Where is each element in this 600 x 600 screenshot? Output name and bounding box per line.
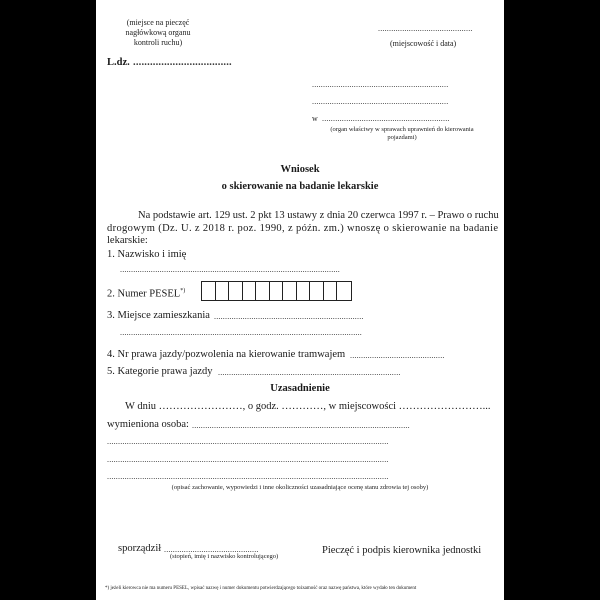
pesel-digit-cell[interactable]: [324, 282, 338, 300]
place-date-caption: (miejscowość i data): [390, 39, 457, 48]
license-label: 4. Nr prawa jazdy/pozwolenia na kierowanie tramwajem: [107, 349, 346, 360]
authority-caption-line-1: (organ właściwy w sprawach uprawnień do kierowania: [330, 126, 474, 133]
pesel-digit-cell[interactable]: [202, 282, 216, 300]
justification-heading: Uzasadnienie: [270, 383, 330, 394]
pesel-digit-cell[interactable]: [216, 282, 230, 300]
document-subtitle: o skierowanie na badanie lekarskie: [221, 181, 379, 192]
authority-address-line-2: ..............................................................: [312, 97, 449, 106]
pesel-digit-cell[interactable]: [243, 282, 257, 300]
authority-caption: [312, 126, 492, 142]
pesel-footnote-mark: *): [180, 288, 186, 294]
intro-line-2: drogowym (Dz. U. z 2018 r. poz. 1990, z późn. zm.) wnoszę o skierowanie na badanie: [107, 223, 499, 234]
stamp-placeholder: [104, 18, 212, 48]
authority-w-prefix: w: [312, 114, 318, 123]
pesel-input-grid[interactable]: [201, 281, 352, 301]
license-field[interactable]: ...........................................: [350, 351, 445, 360]
intro-line-3: lekarskie:: [107, 235, 148, 246]
stamp-line-2: nagłówkową organu: [125, 28, 191, 37]
pesel-digit-cell[interactable]: [256, 282, 270, 300]
pesel-digit-cell[interactable]: [270, 282, 284, 300]
document-page: [96, 0, 504, 600]
stamp-line-3: kontroli ruchu): [133, 38, 183, 47]
pesel-footnote: *) jeżeli kierowca nie ma numeru PESEL, wpisać nazwę i numer dokumentu potwierdzającego tożsamość oraz nazwę państwa, które wydało ten dokument: [105, 586, 417, 591]
prepared-by-caption: (stopień, imię i nazwisko kontrolującego): [170, 553, 279, 560]
name-field[interactable]: ....................................................................................................: [120, 265, 340, 274]
pesel-label-text: 2. Numer PESEL: [107, 288, 181, 300]
authority-address-line-1: ..............................................................: [312, 80, 449, 89]
pesel-digit-cell[interactable]: [229, 282, 243, 300]
description-caption: (opisać zachowanie, wypowiedzi i inne okoliczności uzasadniające ocenę stanu zdrowia tej osoby): [171, 484, 429, 491]
category-label: 5. Kategorie prawa jazdy: [107, 366, 213, 377]
address-field-1[interactable]: ....................................................................: [214, 312, 364, 321]
ldz-label: L.dz.: [107, 57, 130, 68]
category-field[interactable]: ...................................................................................: [218, 368, 401, 377]
address-field-2[interactable]: ..............................................................................................................: [120, 328, 362, 337]
address-label: 3. Miejsce zamieszkania: [107, 310, 210, 321]
justification-line-1: W dniu ……………………, o godz. …………, w miejscowości ……………………...: [125, 401, 491, 412]
authority-address-line-3: ..........................................................: [322, 114, 450, 123]
place-date-dots: ...........................................: [378, 24, 473, 33]
description-field-3[interactable]: ................................................................................................................................: [107, 472, 389, 481]
intro-line-1: Na podstawie art. 129 ust. 2 pkt 13 ustawy z dnia 20 czerwca 1997 r. – Prawo o ruchu: [138, 210, 499, 221]
person-field[interactable]: ...................................................................................................: [192, 421, 410, 430]
pesel-digit-cell[interactable]: [297, 282, 311, 300]
pesel-digit-cell[interactable]: [337, 282, 351, 300]
person-label: wymieniona osoba:: [107, 419, 189, 430]
ldz-dots: ...................................: [133, 57, 232, 68]
unit-head-stamp-label: Pieczęć i podpis kierownika jednostki: [322, 545, 482, 556]
document-title: Wniosek: [280, 164, 320, 175]
pesel-label: [107, 285, 185, 301]
stamp-line-1: (miejsce na pieczęć: [126, 18, 190, 27]
prepared-by-label: sporządził: [118, 543, 162, 554]
prepared-by-field[interactable]: ...........................................: [164, 545, 259, 554]
pesel-digit-cell[interactable]: [310, 282, 324, 300]
authority-caption-line-2: pojazdami): [387, 134, 417, 141]
description-field-2[interactable]: ................................................................................................................................: [107, 455, 389, 464]
pesel-digit-cell[interactable]: [283, 282, 297, 300]
name-label: 1. Nazwisko i imię: [107, 249, 187, 260]
description-field-1[interactable]: ................................................................................................................................: [107, 437, 389, 446]
